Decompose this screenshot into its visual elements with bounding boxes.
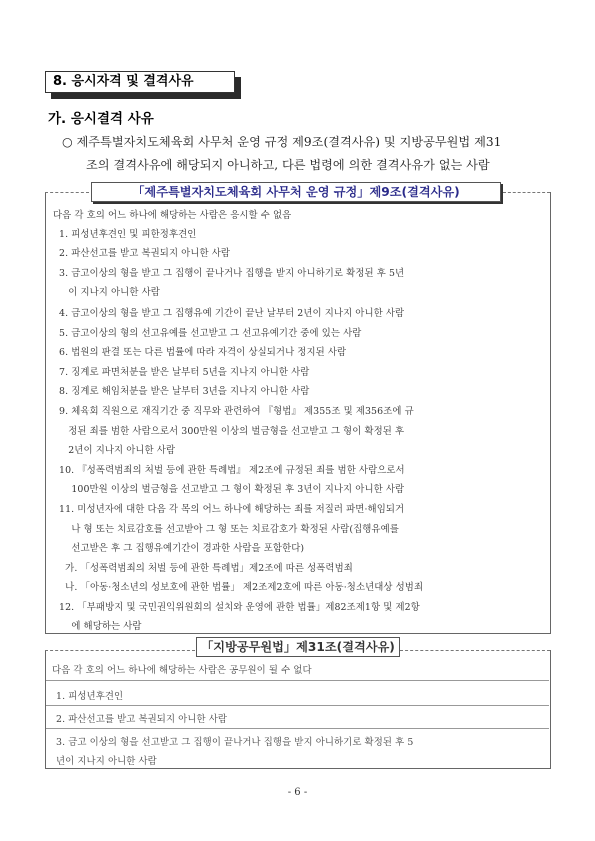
- box2-divider: [46, 680, 549, 681]
- box1-line: 1. 피성년후견인 및 피한정후견인: [59, 229, 197, 240]
- box2-divider: [46, 705, 549, 706]
- box1-top-border-left: [45, 192, 89, 193]
- box1-title: 「제주특별자치도체육회 사무처 운영 규정」제9조(결격사유): [91, 182, 501, 202]
- box1-line: 9. 체육회 직원으로 재직기간 중 직무와 관련하여 『형법』 제355조 및 제356조에 규: [59, 406, 414, 417]
- box1-line: 2년이 지나지 아니한 사람: [59, 445, 176, 456]
- bullet-text-line-2: 조의 결격사유에 해당되지 아니하고, 다른 법령에 의한 결격사유가 없는 사람: [86, 158, 490, 172]
- box1-line: 이 지나지 아니한 사람: [59, 287, 160, 298]
- box1-line: 선고받은 후 그 집행유예기간이 경과한 사람을 포함한다): [59, 543, 305, 554]
- box2-top-border-right: [400, 650, 550, 651]
- box2-line: 2. 파산선고를 받고 복권되지 아니한 사람: [56, 714, 228, 725]
- box2-divider: [46, 728, 549, 729]
- box1-line: 5. 금고이상의 형의 선고유예를 선고받고 그 선고유예기간 중에 있는 사람: [59, 328, 362, 339]
- box1-line: 가. 「성폭력범죄의 처벌 등에 관한 특례법」제2조에 따른 성폭력범죄: [59, 563, 353, 574]
- box1-line: 다음 각 호의 어느 하나에 해당하는 사람은 응시할 수 없음: [53, 210, 292, 221]
- box1-line: 100만원 이상의 벌금형을 선고받고 그 형이 확정된 후 3년이 지나지 아니한 사람: [59, 484, 405, 495]
- box2-title: 「지방공무원법」제31조(결격사유): [196, 637, 400, 657]
- subsection-heading: 가. 응시결격 사유: [48, 111, 154, 127]
- page-number: - 6 -: [287, 787, 308, 798]
- box1-line: 나. 「아동·청소년의 성보호에 관한 법률」 제2조제2호에 따른 아동·청소년대상 성범죄: [59, 582, 424, 593]
- box1-line: 정된 죄를 범한 사람으로서 300만원 이상의 벌금형을 선고받고 그 형이 확정된 후: [59, 426, 405, 437]
- box1-line: 4. 금고이상의 형을 받고 그 집행유예 기간이 끝난 날부터 2년이 지나지 아니한 사람: [59, 308, 405, 319]
- box1-line: 에 해당하는 사람: [59, 621, 142, 632]
- box2-line: 1. 피성년후견인: [56, 691, 124, 702]
- box1-line: 나 형 또는 치료감호를 선고받아 그 형 또는 치료감호가 확정된 사람(집행유예를: [59, 524, 399, 535]
- box1-line: 3. 금고이상의 형을 받고 그 집행이 끝나거나 집행을 받지 아니하기로 확정된 후 5년: [59, 268, 405, 279]
- box1-line: 7. 징계로 파면처분을 받은 날부터 5년을 지나지 아니한 사람: [59, 367, 310, 378]
- box1-line: 6. 법원의 판결 또는 다른 법률에 따라 자격이 상실되거나 정지된 사람: [59, 347, 347, 358]
- box1-line: 11. 미성년자에 대한 다음 각 목의 어느 하나에 해당하는 죄를 저질러 파면·해임되거: [59, 504, 405, 515]
- box1-line: 8. 징계로 해임처분을 받은 날부터 3년을 지나지 아니한 사람: [59, 386, 310, 397]
- bullet-text-line-1: ○ 제주특별자치도체육회 사무처 운영 규정 제9조(결격사유) 및 지방공무원법 제31: [62, 135, 502, 149]
- box1-line: 12. 「부패방지 및 국민권익위원회의 설치와 운영에 관한 법률」제82조제1항 및 제2항: [59, 602, 420, 613]
- box1-top-border-right: [503, 192, 550, 193]
- box2-line: 년이 지나지 아니한 사람: [56, 756, 157, 767]
- box1-line: 2. 파산선고를 받고 복권되지 아니한 사람: [59, 248, 231, 259]
- box2-line: 3. 금고 이상의 형을 선고받고 그 집행이 끝나거나 집행을 받지 아니하기로 확정된 후 5: [56, 737, 414, 748]
- section-heading: 8. 응시자격 및 결격사유: [45, 71, 235, 93]
- box2-top-border-left: [45, 650, 195, 651]
- box1-line: 10. 『성폭력범죄의 처벌 등에 관한 특례법』 제2조에 규정된 죄를 범한 사람으로서: [59, 465, 405, 476]
- box2-line: 다음 각 호의 어느 하나에 해당하는 사람은 공무원이 될 수 없다: [52, 665, 312, 676]
